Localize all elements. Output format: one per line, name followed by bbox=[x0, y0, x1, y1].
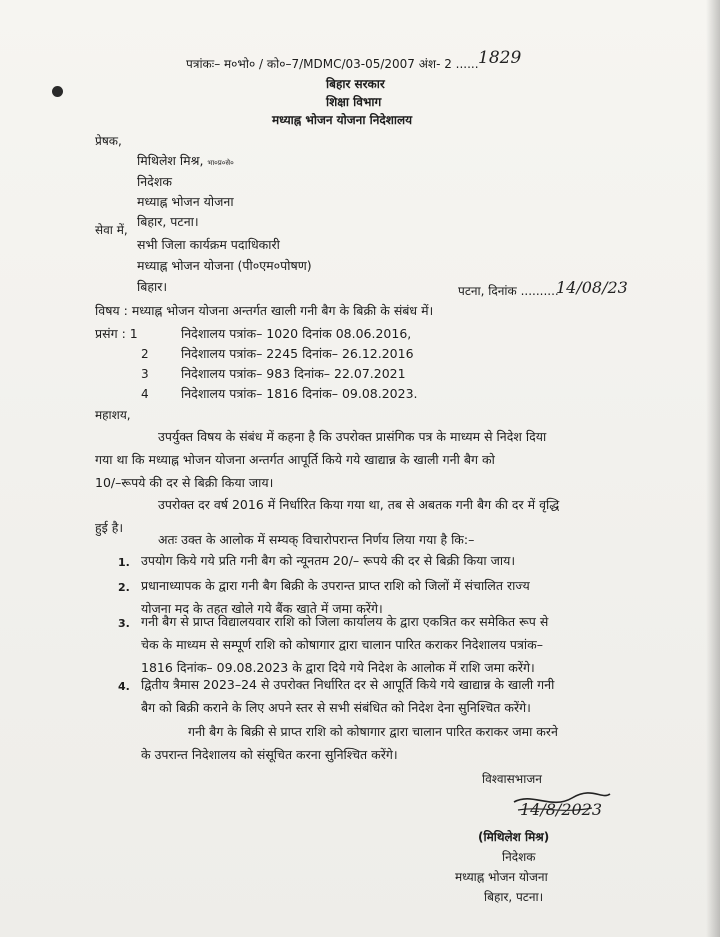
recipient-line-1: सभी जिला कार्यक्रम पदाधिकारी bbox=[137, 237, 280, 252]
point-3-num: 3. bbox=[118, 617, 130, 630]
reference-item-4: निदेशालय पत्रांक– 1816 दिनांक– 09.08.2023. bbox=[181, 386, 418, 401]
reference-item-2: निदेशालय पत्रांक– 2245 दिनांक– 26.12.2016 bbox=[181, 346, 414, 361]
government-heading: बिहार सरकार bbox=[326, 77, 385, 91]
handwritten-signature-date: 14/8/2023 bbox=[520, 800, 603, 819]
salutation: महाशय, bbox=[95, 408, 131, 422]
department-heading: शिक्षा विभाग bbox=[326, 95, 382, 109]
reference-num-2: 2 bbox=[141, 347, 149, 361]
para1-line3: 10/–रूपये की दर से बिक्री किया जाय। bbox=[95, 475, 274, 490]
sender-name-text: मिथिलेश मिश्र, bbox=[137, 153, 204, 168]
sender-name-suffix: भा०प्र०से० bbox=[207, 159, 234, 167]
closing-line1: गनी बैग के बिक्री से प्राप्त राशि को कोषागार द्वारा चालान पारित कराकर जमा करने bbox=[188, 724, 558, 739]
sender-designation: निदेशक bbox=[137, 174, 172, 189]
reference-item-3: निदेशालय पत्रांक– 983 दिनांक– 22.07.2021 bbox=[181, 366, 406, 381]
sender-name bbox=[137, 152, 234, 169]
point-3-line3: 1816 दिनांक– 09.08.2023 के द्वारा दिये गये निदेश के आलोक में राशि जमा करेंगे। bbox=[141, 660, 535, 675]
point-1-line1: उपयोग किये गये प्रति गनी बैग को न्यूनतम 20/– रूपये की दर से बिक्री किया जाय। bbox=[141, 553, 516, 568]
point-3-line2: चेक के माध्यम से सम्पूर्ण राशि को कोषागार द्वारा चालान पारित कराकर निदेशालय पत्रांक– bbox=[141, 637, 544, 652]
reference-item-1: निदेशालय पत्रांक– 1020 दिनांक 08.06.2016, bbox=[181, 326, 412, 341]
handwritten-date: 14/08/23 bbox=[556, 278, 628, 297]
sender-label: प्रेषक, bbox=[95, 134, 122, 148]
recipient-line-3: बिहार। bbox=[137, 279, 168, 294]
signatory-name: (मिथिलेश मिश्र) bbox=[478, 830, 550, 844]
reference-num-3: 3 bbox=[141, 367, 149, 381]
point-4-line2: बैग को बिक्री कराने के लिए अपने स्तर से सभी संबंधित को निदेश देना सुनिश्चित करेंगे। bbox=[141, 700, 531, 715]
reference-num-4: 4 bbox=[141, 387, 149, 401]
punch-hole bbox=[52, 86, 63, 97]
para2-line2: हुई है। bbox=[95, 520, 124, 535]
sender-org: मध्याह्न भोजन योजना bbox=[137, 194, 234, 209]
closing-line2: के उपरान्त निदेशालय को संसूचित करना सुनिश्चित करेंगे। bbox=[141, 747, 398, 762]
point-3-line1: गनी बैग से प्राप्त विद्यालयवार राशि को जिला कार्यालय के द्वारा एकत्रित कर समेकित रूप से bbox=[141, 614, 549, 629]
para2-line1: उपरोक्त दर वर्ष 2016 में निर्धारित किया गया था, तब से अबतक गनी बैग की दर में वृद्धि bbox=[158, 497, 560, 512]
date-label-text: पटना, दिनांक bbox=[458, 284, 517, 298]
date-label bbox=[458, 282, 559, 299]
reference-number-line: पत्रांकः– म०भो० / को०–7/MDMC/03-05/2007 अंश- 2 ...... bbox=[186, 57, 479, 71]
handwritten-reference-number: 1829 bbox=[478, 48, 522, 68]
subject-line: विषय : मध्याह्न भोजन योजना अन्तर्गत खाली गनी बैग के बिक्री के संबंध में। bbox=[95, 303, 434, 318]
signatory-org: मध्याह्न भोजन योजना bbox=[455, 870, 548, 884]
references-label: प्रसंग : 1 bbox=[95, 326, 138, 341]
sender-place: बिहार, पटना। bbox=[137, 214, 199, 229]
directorate-heading: मध्याह्न भोजन योजना निदेशालय bbox=[272, 113, 413, 127]
date-dots: .......... bbox=[520, 284, 559, 298]
page-edge-shadow bbox=[706, 0, 720, 937]
para1-line2: गया था कि मध्याह्न भोजन योजना अन्तर्गत आपूर्ति किये गये खाद्यान्न के खाली गनी बैग को bbox=[95, 452, 495, 467]
point-2-line2: योजना मद के तहत खोले गये बैंक खाते में जमा करेंगे। bbox=[141, 601, 383, 616]
point-4-line1: द्वितीय त्रैमास 2023–24 से उपरोक्त निर्धारित दर से आपूर्ति किये गये खाद्यान्न के खाली गनी bbox=[141, 677, 555, 692]
para3: अतः उक्त के आलोक में सम्यक् विचारोपरान्त निर्णय लिया गया है कि:– bbox=[158, 532, 475, 547]
point-1-num: 1. bbox=[118, 556, 130, 569]
yours-faithfully: विश्वासभाजन bbox=[482, 772, 542, 786]
recipient-line-2: मध्याह्न भोजन योजना (पी०एम०पोषण) bbox=[137, 258, 312, 273]
point-2-line1: प्रधानाध्यापक के द्वारा गनी बैग बिक्री के उपरान्त प्राप्त राशि को जिलों में संचालित राज्य bbox=[141, 578, 530, 593]
para1-line1: उपर्युक्त विषय के संबंध में कहना है कि उपरोक्त प्रासंगिक पत्र के माध्यम से निदेश दिया bbox=[158, 429, 547, 444]
signatory-place: बिहार, पटना। bbox=[484, 890, 544, 904]
signatory-designation: निदेशक bbox=[502, 850, 536, 864]
recipient-label: सेवा में, bbox=[95, 223, 128, 237]
point-4-num: 4. bbox=[118, 680, 130, 693]
point-2-num: 2. bbox=[118, 581, 130, 594]
